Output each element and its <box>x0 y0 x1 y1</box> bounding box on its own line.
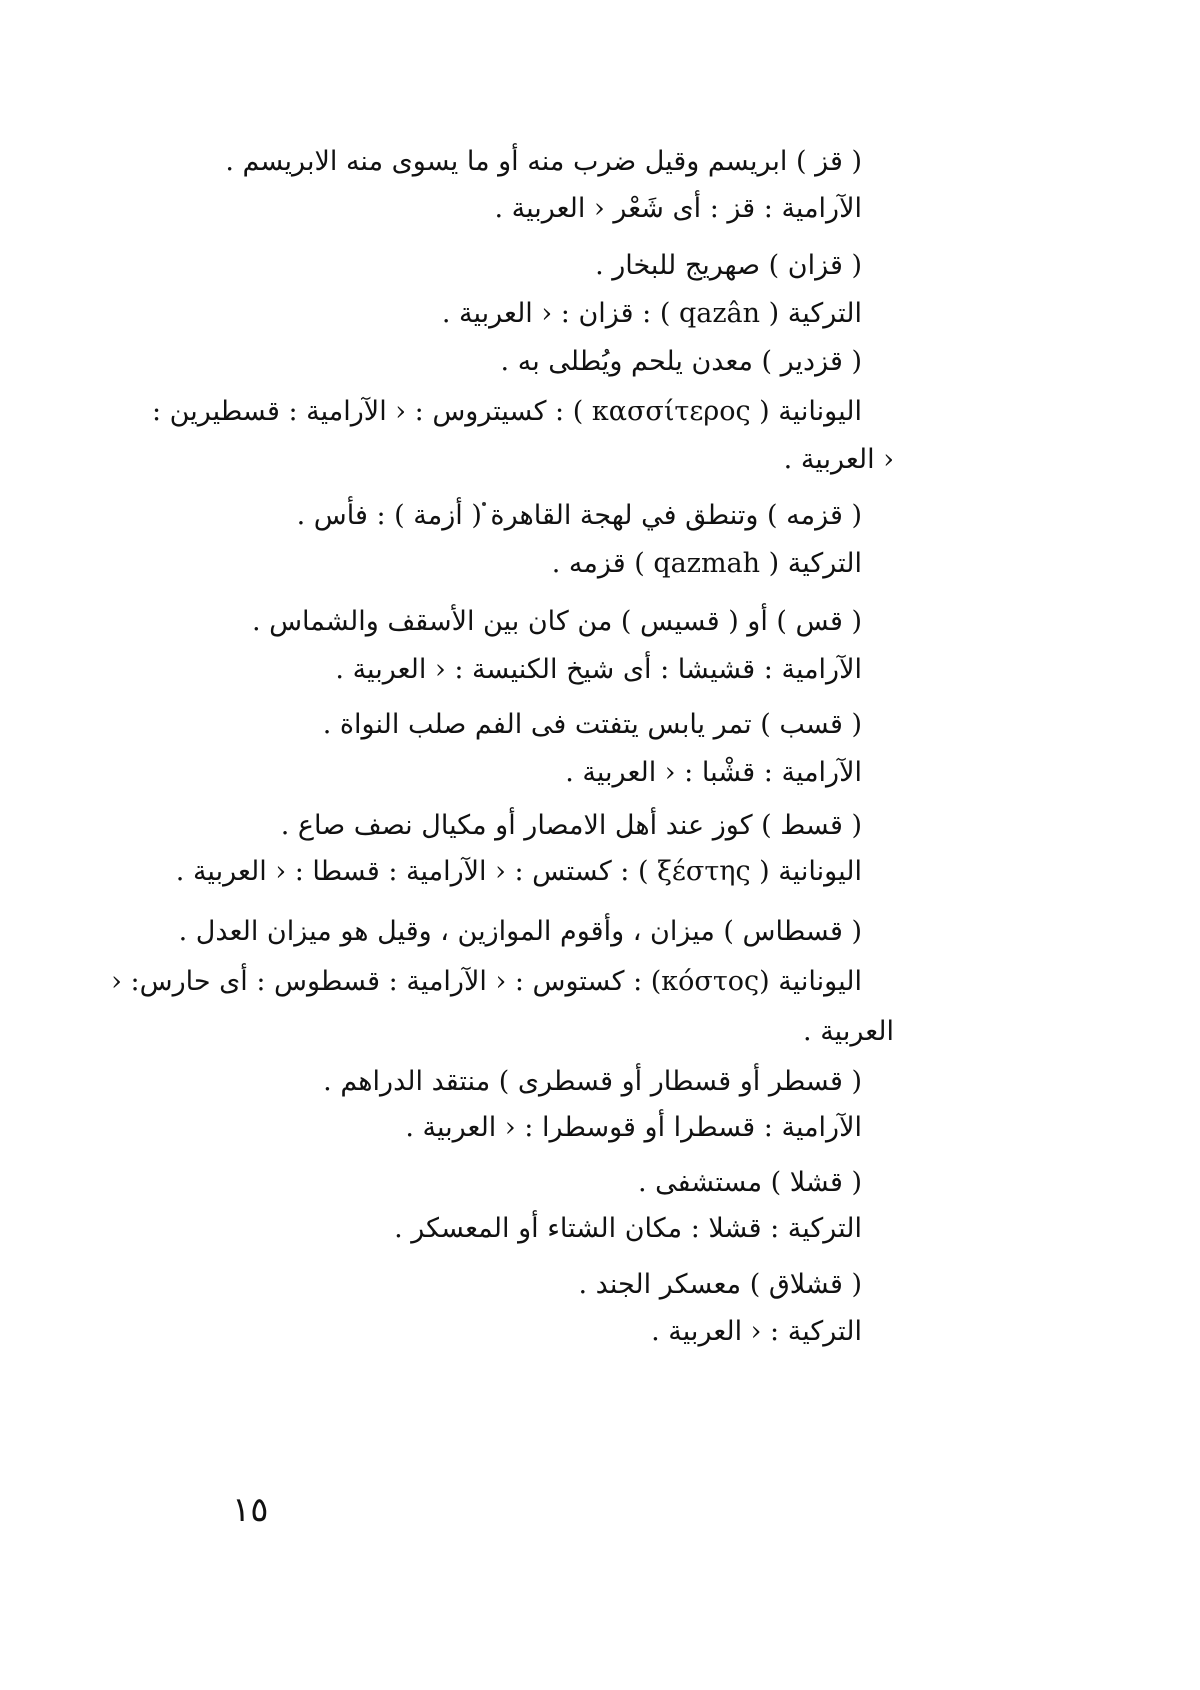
entry-qasab-headword: ( قسب ) تمر يابس يتفتت فى الفم صلب النواة . <box>322 709 862 740</box>
entry-qist-etymology: اليونانية ( ξέστης ) : كستس : ‹ الآرامية : قسطا : ‹ العربية . <box>175 856 862 887</box>
page-number: ١٥ <box>232 1490 269 1530</box>
entry-qishlaq-etymology: التركية : ‹ العربية . <box>651 1316 862 1347</box>
entry-qazz-etymology: الآرامية : قز : أى شَعْر ‹ العربية . <box>494 193 862 224</box>
entry-qasab-etymology: الآرامية : قشْبا : ‹ العربية . <box>565 757 862 788</box>
entry-qazmah-headword: ( قزمه ) وتنطق في لهجة القاهرة ( أزمة ) : فأس . <box>296 500 862 531</box>
entry-qass-etymology: الآرامية : قشيشا : أى شيخ الكنيسة : ‹ العربية . <box>335 654 862 685</box>
entry-qishlaq-headword: ( قشلاق ) معسكر الجند . <box>578 1269 862 1300</box>
entry-qistar-etymology: الآرامية : قسطرا أو قوسطرا : ‹ العربية . <box>405 1112 862 1143</box>
entry-qazan-headword: ( قزان ) صهريج للبخار . <box>595 250 862 281</box>
entry-qistar-headword: ( قسطر أو قسطار أو قسطرى ) منتقد الدراهم . <box>323 1066 862 1097</box>
entry-qazan-etymology: التركية ( qazân ) : قزان : ‹ العربية . <box>441 298 862 329</box>
entry-qistas-headword: ( قسطاس ) ميزان ، وأقوم الموازين ، وقيل هو ميزان العدل . <box>178 916 862 947</box>
entry-qass-headword: ( قس ) أو ( قسيس ) من كان بين الأسقف والشماس . <box>251 606 862 637</box>
entry-qazdir-etymology: اليونانية ( κασσίτερος ) : كسيتروس : ‹ الآرامية : قسطيرين : <box>151 396 862 427</box>
entry-qazdir-headword: ( قزدير ) معدن يلحم ويُطلى به . <box>500 346 862 377</box>
entry-qazmah-etymology: التركية ( qazmah ) قزمه . <box>551 548 862 579</box>
entry-qist-headword: ( قسط ) كوز عند أهل الامصار أو مكيال نصف صاع . <box>280 810 862 841</box>
entry-qistas-etymology: اليونانية (κόστος) : كستوس : ‹ الآرامية : قسطوس : أى حارس: ‹ <box>111 966 862 997</box>
entry-qazdir-etymology-cont: ‹ العربية . <box>783 444 894 475</box>
entry-qistas-etymology-cont: العربية . <box>803 1016 894 1047</box>
entry-qishla-etymology: التركية : قشلا : مكان الشتاء أو المعسكر . <box>394 1213 862 1244</box>
entry-qishla-headword: ( قشلا ) مستشفى . <box>637 1167 862 1198</box>
entry-qazz-headword: ( قز ) ابريسم وقيل ضرب منه أو ما يسوى منه الابريسم . <box>225 146 862 177</box>
